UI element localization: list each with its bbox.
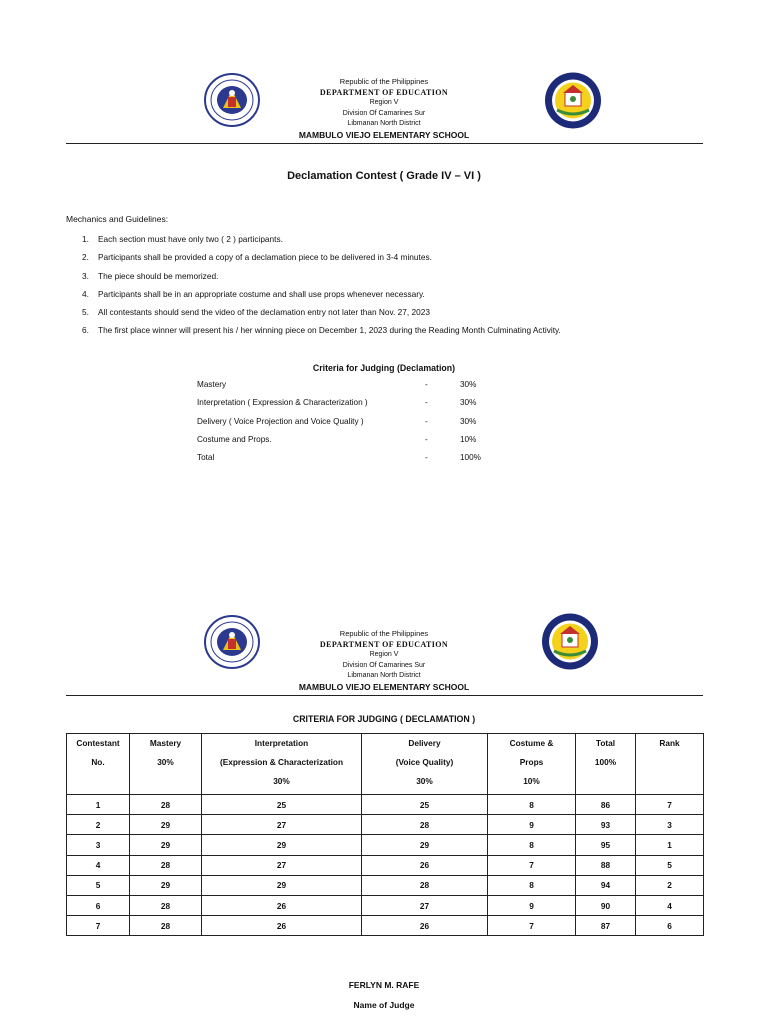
table-cell: 27 [362, 895, 488, 915]
table-cell: 28 [130, 916, 202, 936]
criteria-heading: Criteria for Judging (Declamation) [312, 363, 456, 373]
table-row [67, 815, 704, 835]
col-header-contestant: Contestant No. [67, 734, 130, 795]
table-cell: 2 [67, 815, 130, 835]
district-text: Libmanan North District [347, 672, 421, 679]
table-cell: 26 [362, 916, 488, 936]
school-seal-icon [543, 72, 603, 129]
table-cell: 26 [362, 855, 488, 875]
col-header-delivery: Delivery (Voice Quality) 30% [362, 734, 488, 795]
division-text: Division Of Camarines Sur [342, 661, 426, 669]
republic-text: Republic of the Philippines [339, 77, 429, 86]
col-header-costume: Costume & Props 10% [488, 734, 576, 795]
table-cell: 9 [488, 895, 576, 915]
table-cell: 6 [636, 916, 704, 936]
table-cell: 3 [636, 815, 704, 835]
table-cell: 7 [636, 795, 704, 815]
table-cell: 87 [576, 916, 636, 936]
table-cell: 7 [488, 855, 576, 875]
table-cell: 93 [576, 815, 636, 835]
region-text: Region V [369, 651, 399, 658]
table-cell: 25 [202, 795, 362, 815]
table-row [67, 855, 704, 875]
page-title: Declamation Contest ( Grade IV – VI ) [287, 170, 481, 182]
table-cell: 7 [488, 916, 576, 936]
table-cell: 29 [130, 875, 202, 895]
table-cell: 26 [202, 895, 362, 915]
criteria-row: Total - 100% [197, 453, 481, 463]
republic-text: Republic of the Philippines [339, 629, 429, 638]
mechanics-heading: Mechanics and Guidelines: [66, 214, 169, 224]
table-cell: 27 [202, 855, 362, 875]
col-header-mastery: Mastery 30% [130, 734, 202, 795]
table-cell: 3 [67, 835, 130, 855]
table-cell: 29 [202, 835, 362, 855]
table-cell: 4 [67, 855, 130, 875]
score-table [66, 733, 704, 936]
score-sheet-heading: CRITERIA FOR JUDGING ( DECLAMATION ) [292, 714, 476, 724]
table-cell: 90 [576, 895, 636, 915]
guidelines-list [66, 234, 706, 344]
list-item: 4. Participants shall be in an appropriate costume and shall use props whenever necessary. [82, 288, 425, 299]
table-cell: 28 [362, 875, 488, 895]
col-header-total: Total 100% [576, 734, 636, 795]
list-item: 5. All contestants should send the video of the declamation entry not later than Nov. 27, 2023 [82, 307, 430, 318]
school-name-text: MAMBULO VIEJO ELEMENTARY SCHOOL [298, 681, 470, 692]
table-cell: 95 [576, 835, 636, 855]
table-row [67, 795, 704, 815]
table-cell: 29 [130, 815, 202, 835]
table-cell: 9 [488, 815, 576, 835]
table-cell: 28 [130, 795, 202, 815]
table-cell: 4 [636, 895, 704, 915]
criteria-row: Mastery - 30% [197, 380, 477, 389]
table-cell: 26 [202, 916, 362, 936]
table-cell: 29 [202, 875, 362, 895]
table-row [67, 875, 704, 895]
school-name-text: MAMBULO VIEJO ELEMENTARY SCHOOL [298, 129, 470, 140]
table-cell: 28 [130, 895, 202, 915]
table-cell: 27 [202, 815, 362, 835]
table-header-row [67, 734, 704, 795]
judge-name: FERLYN M. RAFE [348, 980, 420, 990]
table-cell: 5 [67, 875, 130, 895]
criteria-list [197, 380, 517, 471]
table-cell: 2 [636, 875, 704, 895]
table-cell: 8 [488, 875, 576, 895]
list-item: 6. The first place winner will present his / her winning piece on December 1, 2023 during the Reading Month Culminating Activity. [82, 325, 561, 336]
table-cell: 6 [67, 895, 130, 915]
col-header-interpretation: Interpretation (Expression & Characterization 30% [202, 734, 362, 795]
division-text: Division Of Camarines Sur [342, 109, 426, 117]
table-cell: 8 [488, 795, 576, 815]
table-cell: 86 [576, 795, 636, 815]
judge-label: Name of Judge [353, 1000, 415, 1010]
table-cell: 29 [130, 835, 202, 855]
table-cell: 25 [362, 795, 488, 815]
table-cell: 88 [576, 855, 636, 875]
table-cell: 7 [67, 916, 130, 936]
table-cell: 5 [636, 855, 704, 875]
header-divider [66, 695, 703, 696]
department-text: DEPARTMENT OF EDUCATION [319, 87, 449, 97]
table-cell: 1 [636, 835, 704, 855]
table-row [67, 835, 704, 855]
list-item: 1. Each section must have only two ( 2 ) participants. [82, 234, 283, 244]
school-seal-icon [540, 613, 600, 670]
header-divider [66, 143, 703, 144]
list-item: 3. The piece should be memorized. [82, 270, 219, 281]
table-cell: 28 [362, 815, 488, 835]
table-cell: 94 [576, 875, 636, 895]
table-row [67, 895, 704, 915]
criteria-row: Delivery ( Voice Projection and Voice Quality ) - 30% [197, 416, 477, 426]
department-text: DEPARTMENT OF EDUCATION [319, 639, 449, 649]
col-header-rank: Rank [636, 734, 704, 795]
table-cell: 28 [130, 855, 202, 875]
list-item: 2. Participants shall be provided a copy of a declamation piece to be delivered in 3-4 minutes. [82, 252, 432, 263]
criteria-row: Costume and Props. - 10% [197, 434, 477, 444]
table-cell: 29 [362, 835, 488, 855]
score-table-body [67, 795, 704, 936]
table-row [67, 916, 704, 936]
table-cell: 8 [488, 835, 576, 855]
region-text: Region V [369, 99, 399, 106]
table-cell: 1 [67, 795, 130, 815]
district-text: Libmanan North District [347, 120, 421, 127]
criteria-row: Interpretation ( Expression & Characterization ) - 30% [197, 398, 477, 408]
